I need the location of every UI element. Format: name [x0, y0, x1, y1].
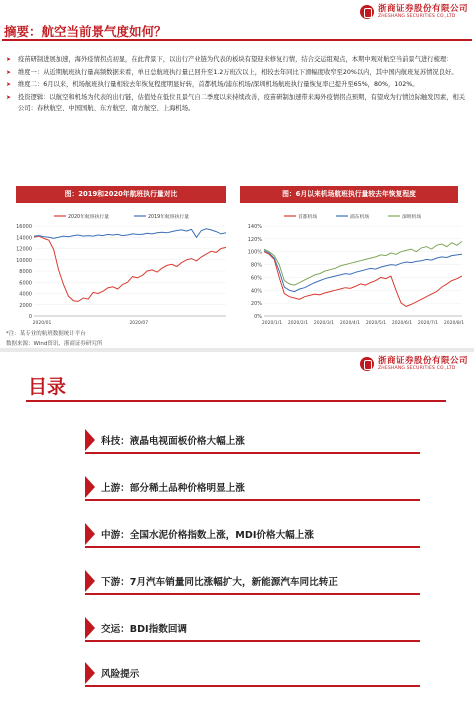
toc-item-risk[interactable] [85, 662, 474, 684]
y-tick-label: 8000 [19, 269, 32, 275]
series-line [34, 236, 226, 301]
contents-slide [0, 352, 474, 701]
y-tick-label: 60% [250, 275, 262, 282]
contents-title: 目录 [28, 376, 67, 398]
y-tick-label: 14000 [16, 235, 32, 242]
chart2-header: 图：6月以来机场航班执行量较去年恢复程度 [240, 186, 458, 203]
contents-divider [26, 400, 446, 402]
bullet-marker-icon: ➤ [6, 56, 12, 63]
y-tick-label: 2000 [19, 302, 32, 309]
bullet-marker-icon: ➤ [6, 93, 12, 101]
triangle-marker-icon [85, 523, 95, 545]
bullet-text: 维度二：6月以来，机场航班执行量相较去年恢复程度明显好转，首都机场/浦东机场/深圳机场航班执行量恢复率已提升至65%，80%，102%。 [18, 81, 419, 88]
toc-item-tech[interactable] [85, 429, 474, 451]
toc-underline [85, 593, 420, 595]
y-tick-label: 100% [247, 249, 262, 256]
y-tick-label: 12000 [16, 246, 32, 253]
airport-recovery-chart [238, 208, 466, 330]
triangle-marker-icon [85, 429, 95, 451]
x-tick-label: 2020/1/1 [261, 321, 283, 326]
x-tick-label: 2020/2/1 [287, 321, 309, 326]
logo-en-text: ZHESHANG SECURITIES CO.,LTD [377, 365, 456, 371]
x-tick-label: 2020/07 [129, 321, 149, 326]
series-line [264, 241, 462, 285]
logo-icon [360, 5, 374, 19]
chart1-header: 图：2019和2020年航班执行量对比 [16, 186, 226, 203]
x-tick-label: 2020/7/1 [417, 321, 439, 326]
y-tick-label: 10000 [16, 257, 32, 264]
bullet-item [6, 54, 466, 66]
company-logo [360, 354, 468, 374]
data-source: 数据来源：Wind资讯，浙商证券研究所 [6, 341, 103, 347]
bullet-item [6, 67, 466, 79]
y-tick-label: 80% [250, 262, 262, 269]
toc-item-upstream[interactable] [85, 476, 474, 498]
logo-en-text: ZHESHANG SECURITIES CO.,LTD [377, 13, 456, 19]
x-tick-label: 2020/6/1 [391, 321, 413, 326]
x-tick-label: 2020/4/1 [339, 321, 361, 326]
toc-item-midstream[interactable] [85, 523, 474, 545]
toc-underline [85, 452, 420, 454]
toc-item-transport[interactable] [85, 617, 474, 639]
logo-cn-text: 浙商证券股份有限公司 [377, 4, 468, 14]
legend-label: 深圳机场 [402, 215, 422, 220]
triangle-marker-icon [85, 617, 95, 639]
toc-item-label: 上游：部分稀土品种价格明显上涨 [101, 483, 245, 494]
bullet-marker-icon: ➤ [6, 81, 12, 88]
bullet-text: 投资逻辑：以航空和机场为代表的出行链，估值处在低位且景气自二季度以来持续改善，疫苗研制加速带来海外疫情拐点预期，有望成为行情边际触发因素，相关公司：春秋航空、中国国航、东方航空、南方航空、上海机场。 [18, 93, 466, 112]
y-tick-label: 20% [250, 301, 262, 308]
page-title: 摘要：航空当前景气度如何？ [4, 24, 167, 39]
triangle-marker-icon [85, 662, 95, 684]
toc-item-label: 下游：7月汽车销量同比涨幅扩大，新能源汽车同比转正 [101, 577, 338, 588]
toc-item-label: 风险提示 [101, 669, 140, 680]
legend-label: 浦东机场 [350, 215, 370, 220]
y-tick-label: 140% [247, 224, 262, 230]
toc-underline [85, 546, 420, 548]
logo-cn-text: 浙商证券股份有限公司 [377, 356, 468, 366]
y-tick-label: 0 [28, 314, 32, 320]
legend-label: 2020年航班执行量 [68, 215, 109, 220]
triangle-marker-icon [85, 476, 95, 498]
bullet-item [6, 79, 466, 91]
x-tick-label: 2020/01 [32, 321, 52, 326]
bullet-text: 疫苗研制进展加速，海外疫情拐点初显，在此背景下，以出行产业链为代表的板块有望迎来修复行情，结合交运组观点，本期中观对航空当前景气进行梳理： [18, 56, 453, 63]
legend-label: 首都机场 [298, 215, 318, 220]
summary-slide [0, 0, 474, 348]
logo-icon [360, 357, 374, 371]
triangle-marker-icon [85, 570, 95, 592]
toc-item-label: 中游：全国水泥价格指数上涨，MDI价格大幅上涨 [101, 530, 314, 541]
y-tick-label: 0% [254, 314, 262, 320]
y-tick-label: 4000 [19, 291, 32, 298]
x-tick-label: 2020/3/1 [313, 321, 335, 326]
bullet-text: 维度一：从近期航班执行量高频数据来看，单日总航班执行量已回升至1.2万班次以上，相较去年同比下滑幅度收窄至20%以内，其中国内航班复苏情况良好。 [18, 68, 458, 76]
chart-footnote: *注：某专业的航班数据统计平台 [6, 331, 86, 337]
x-tick-label: 2020/8/1 [443, 321, 465, 326]
legend-label: 2019年航班执行量 [148, 215, 189, 220]
toc-item-label: 交运：BDI指数回调 [101, 624, 188, 635]
summary-bullets [6, 54, 466, 116]
company-logo [360, 2, 468, 22]
y-tick-label: 16000 [16, 224, 32, 230]
toc-item-downstream[interactable] [85, 570, 474, 592]
toc-underline [85, 640, 420, 642]
x-tick-label: 2020/5/1 [365, 321, 387, 326]
flight-volume-chart [8, 208, 230, 330]
y-tick-label: 40% [250, 288, 262, 295]
y-tick-label: 6000 [19, 280, 32, 287]
toc-underline [85, 685, 420, 687]
y-tick-label: 120% [247, 236, 262, 243]
title-divider [2, 39, 472, 41]
bullet-item [6, 92, 466, 115]
bullet-marker-icon: ➤ [6, 68, 12, 76]
toc-item-label: 科技：液晶电视面板价格大幅上涨 [101, 436, 245, 447]
series-line [34, 229, 226, 239]
toc-underline [85, 499, 420, 501]
